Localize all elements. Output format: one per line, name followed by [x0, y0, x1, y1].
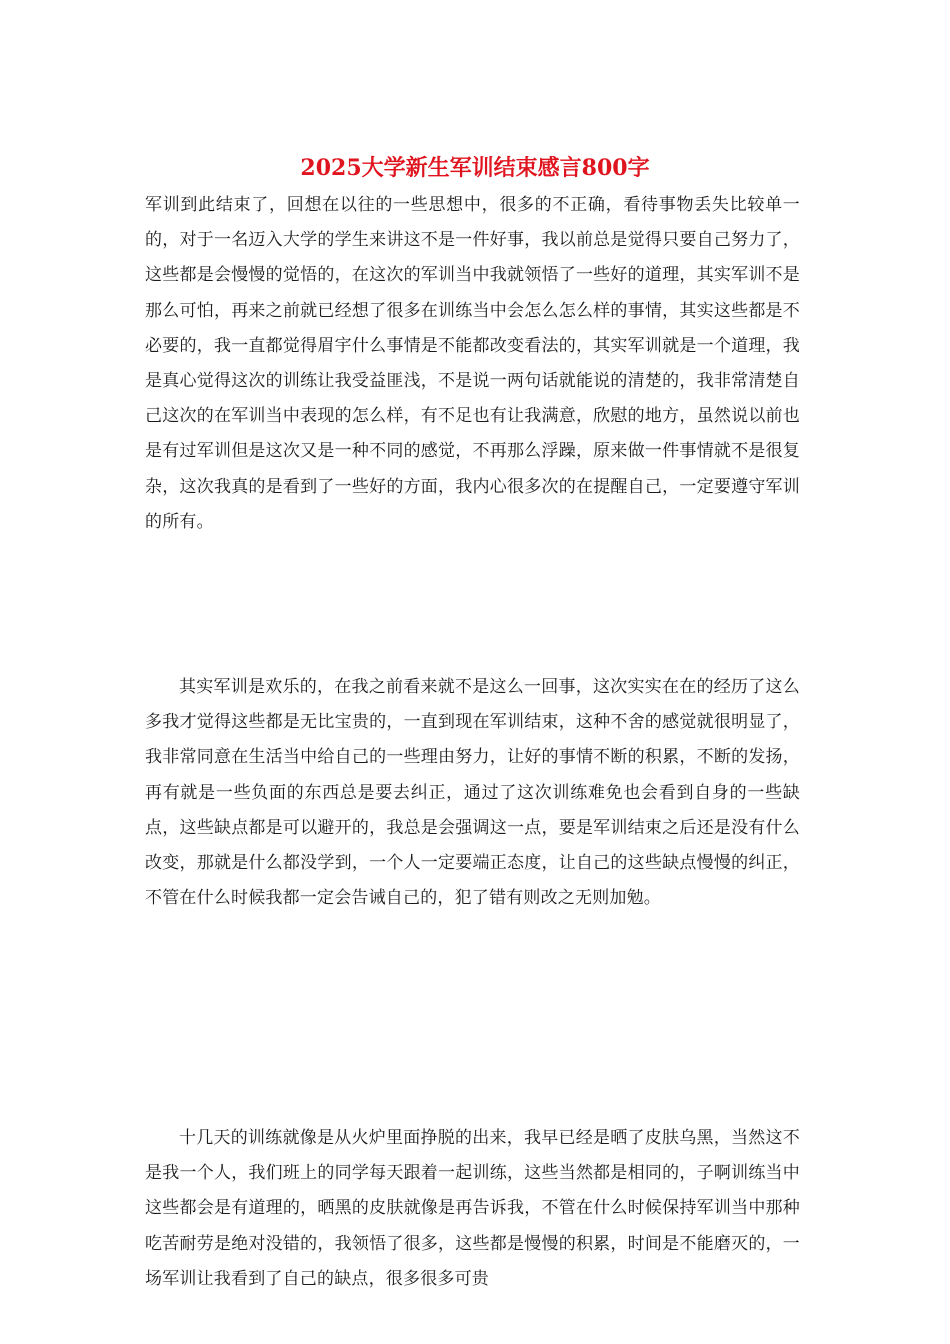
paragraph-1: 军训到此结束了，回想在以往的一些思想中，很多的不正确，看待事物丢失比较单一的，对于一名迈入大学的学生来讲这不是一件好事，我以前总是觉得只要自己努力了，这些都是会慢慢的觉悟的，在这次的军训当中我就领悟了一些好的道理，其实军训不是那么可怕，再来之前就已经想了很多在训练当中会怎么怎么样的事情，其实这些都是不必要的，我一直都觉得眉宇什么事情是不能都改变看法的，其实军训就是一个道理，我是真心觉得这次的训练让我受益匪浅，不是说一两句话就能说的清楚的，我非常清楚自己这次的在军训当中表现的怎么样，有不足也有让我满意，欣慰的地方，虽然说以前也是有过军训但是这次又是一种不同的感觉，不再那么浮躁，原来做一件事情就不是很复杂，这次我真的是看到了一些好的方面，我内心很多次的在提醒自己，一定要遵守军训的所有。 [145, 195, 800, 532]
paragraph-3: 十几天的训练就像是从火炉里面挣脱的出来，我早已经是晒了皮肤乌黑，当然这不是我一个人，我们班上的同学每天跟着一起训练，这些当然都是相同的，子啊训练当中这些都会是有道理的，晒黑的皮肤就像是再告诉我，不管在什么时候保持军训当中那种吃苦耐劳是绝对没错的，我领悟了很多，这些都是慢慢的积累，时间是不能磨灭的，一场军训让我看到了自己的缺点，很多很多可贵 [145, 1128, 800, 1289]
paragraph-2: 其实军训是欢乐的，在我之前看来就不是这么一回事，这次实实在在的经历了这么多我才觉得这些都是无比宝贵的，一直到现在军训结束，这种不舍的感觉就很明显了，我非常同意在生活当中给自己的一些理由努力，让好的事情不断的积累，不断的发扬，再有就是一些负面的东西总是要去纠正，通过了这次训练难免也会看到自身的一些缺点，这些缺点都是可以避开的，我总是会强调这一点，要是军训结束之后还是没有什么改变，那就是什么都没学到，一个人一定要端正态度，让自己的这些缺点慢慢的纠正，不管在什么时候我都一定会告诫自己的，犯了错有则改之无则加勉。 [145, 677, 800, 909]
document-title: 2025大学新生军训结束感言800字 [300, 155, 650, 181]
